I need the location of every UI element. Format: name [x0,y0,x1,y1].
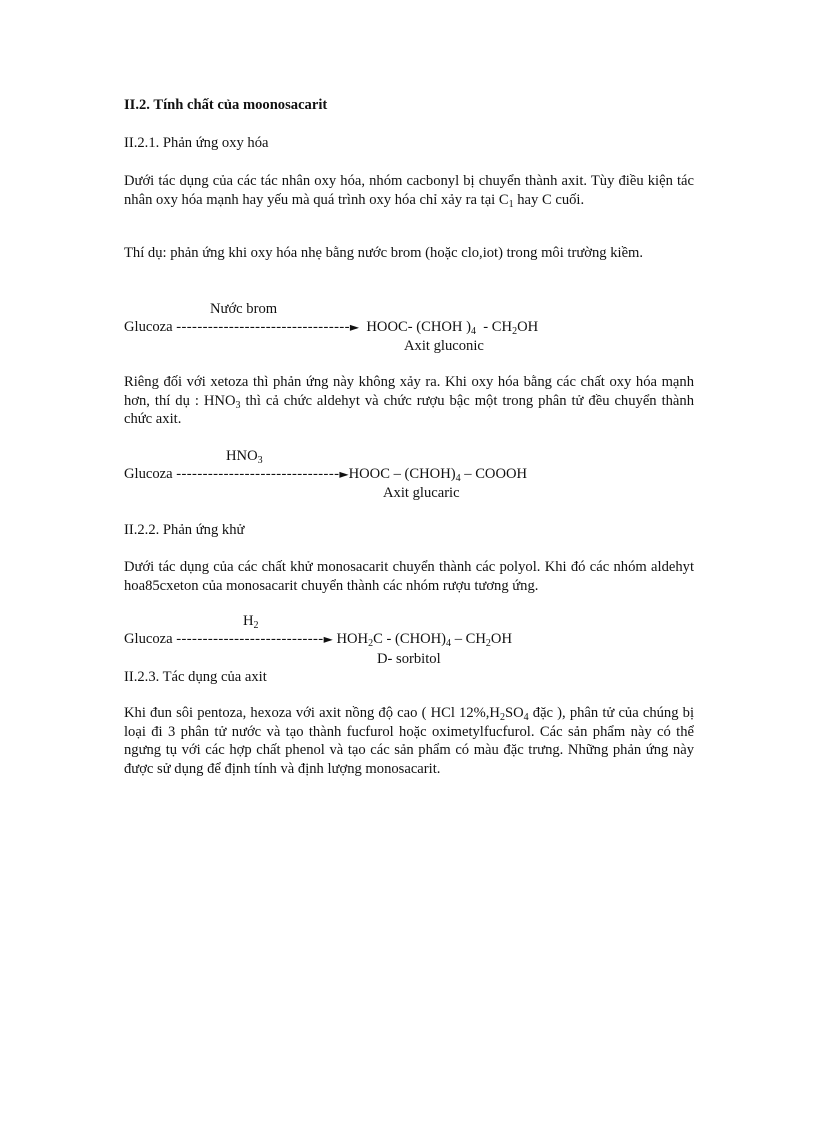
paragraph-acid: Khi đun sôi pentoza, hexoza với axit nồng độ cao ( HCl $12\%,H_2SO_4$ đặc ), phân tử của chúng bị loại đi 3 phân tử nước và tạo thành fucfurol hoặc oximetylfucfurol. Các sản phẩm này có thể ngưng tụ với các hợp chất phenol và tạo các sản phẩm có màu đặc trưng. Những phản ứng này được sử dụng để định tính và định lượng monosacarit. [124,705,694,777]
paragraph-strong-oxidation: Riêng đối với xetoza thì phản ứng này không xảy ra. Khi oxy hóa bằng các chất oxy hóa mạnh hơn, thí dụ : $HNO_3$ thì cả chức aldehyt và chức rượu bậc một trong phân tử đều chuyển thành chức axit. [124,374,694,428]
reaction2-product-name: Axit glucaric [383,485,460,501]
reaction2-equation: Glucoza -------------------------------►HOOC – $(CHOH)_4$ – COOOH [124,466,528,484]
reaction1-equation: Glucoza ---------------------------------► HOOC- (CHOH )$_4 - CH_2OH$ [124,319,539,337]
reaction1-reagent: Nước brom [210,301,278,317]
reaction3-reagent: $H_2$ [243,613,259,631]
arrow-icon: ► [349,320,360,334]
reaction3-product-name: D- sorbitol [377,651,441,667]
reaction2-reagent: $HNO_3$ [226,448,263,466]
arrow-icon: ► [339,467,349,481]
arrow-icon: ► [323,632,333,646]
heading-acid: II.2.3. Tác dụng của axit [124,669,267,685]
section-title: II.2. Tính chất của moonosacarit [124,97,328,113]
paragraph-reduction: Dưới tác dụng của các chất khử monosacarit chuyển thành các polyol. Khi đó các nhóm aldehyt hoa85cxeton của monosacarit chuyển thành các nhóm rượu tương ứng. [124,559,694,594]
reaction1-product-name: Axit gluconic [404,338,484,354]
heading-oxidation: II.2.1. Phản ứng oxy hóa [124,135,269,151]
heading-reduction: II.2.2. Phản ứng khử [124,522,245,538]
paragraph-example: Thí dụ: phản ứng khi oxy hóa nhẹ bằng nước brom (hoặc clo,iot) trong môi trường kiềm. [124,245,644,261]
reaction3-equation: Glucoza ----------------------------► $HOH_2C$ - $(CHOH)_4 - CH_2OH$ [124,631,513,649]
paragraph-oxidation-intro: Dưới tác dụng của các tác nhân oxy hóa, nhóm cacbonyl bị chuyển thành axit. Tùy điều kiện tác nhân oxy hóa mạnh hay yếu mà quá trình oxy hóa chỉ xảy ra tại $C_1$ hay C cuối. [124,173,694,210]
